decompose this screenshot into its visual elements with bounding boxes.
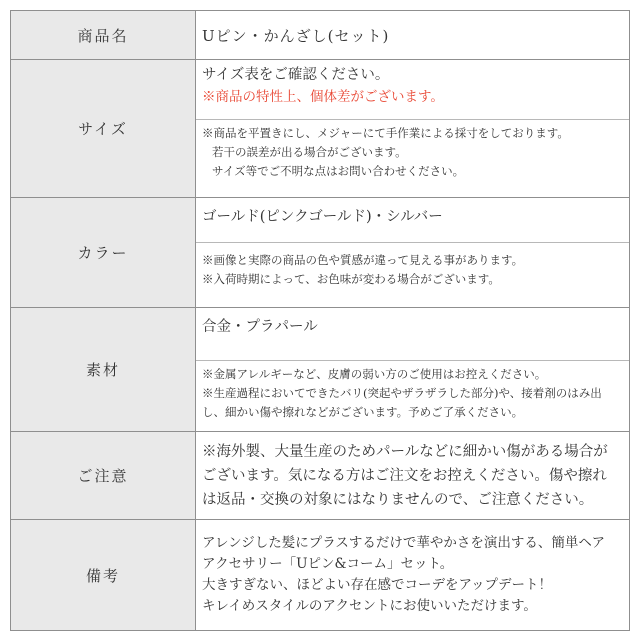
material-note-1: ※金属アレルギーなど、皮膚の弱い方のご使用はお控えください。	[202, 367, 547, 381]
caution-line-2: ございます。気になる方はご注文をお控えください。傷や擦れ	[202, 467, 607, 484]
material-note-3: し、細かい傷や擦れなどがございます。予めご了承ください。	[202, 405, 524, 419]
material-main: 合金・プラパール	[202, 319, 318, 335]
color-note-1: ※画像と実際の商品の色や質感が違って見える事があります。	[202, 253, 524, 267]
size-note-1: ※商品を平置きにし、メジャーにて手作業による採寸をしております。	[202, 126, 569, 140]
row-material	[11, 308, 630, 432]
color-note-2: ※入荷時期によって、お色味が変わる場合がございます。	[202, 272, 500, 286]
caution-text	[196, 434, 629, 518]
color-label: カラー	[11, 198, 196, 308]
row-caution	[11, 432, 630, 520]
material-notes	[196, 360, 629, 426]
material-note-2: ※生産過程においてできたバリ(突起やザラザラした部分)や、接着剤のはみ出	[202, 386, 602, 400]
row-color	[11, 198, 630, 308]
remarks-line-3: 大きすぎない、ほどよい存在感でコーデをアップデート！	[202, 577, 553, 593]
size-note-2: 若干の誤差が出る場合がございます。	[212, 145, 407, 159]
product-name-value: Uピン・かんざし(セット)	[196, 11, 630, 60]
color-content	[196, 198, 630, 308]
product-spec-table	[10, 10, 630, 631]
caution-line-1: ※海外製、大量生産のためパールなどに細かい傷がある場合が	[202, 443, 608, 460]
product-name-label: 商品名	[11, 11, 196, 60]
material-content	[196, 308, 630, 432]
color-notes	[196, 242, 629, 293]
size-notes	[196, 119, 629, 185]
remarks-label: 備考	[11, 520, 196, 631]
size-main	[196, 60, 629, 119]
caution-content	[196, 432, 630, 520]
remarks-line-2: アクセサリー「Uピン&コーム」セット。	[202, 556, 454, 572]
row-size	[11, 60, 630, 198]
row-remarks	[11, 520, 630, 631]
caution-label: ご注意	[11, 432, 196, 520]
size-label: サイズ	[11, 60, 196, 198]
size-main-text: サイズ表をご確認ください。	[202, 67, 390, 83]
size-note-3: サイズ等でご不明な点はお問い合わせください。	[212, 164, 465, 178]
remarks-content	[196, 520, 630, 631]
row-product-name	[11, 11, 630, 60]
color-main: ゴールド(ピンクゴールド)・シルバー	[202, 209, 443, 225]
size-content	[196, 60, 630, 198]
size-warning: ※商品の特性上、個体差がございます。	[202, 89, 444, 105]
caution-line-3: は返品・交換の対象にはなりませんので、ご注意ください。	[202, 491, 594, 508]
remarks-line-4: キレイめスタイルのアクセントにお使いいただけます。	[202, 598, 537, 614]
remarks-line-1: アレンジした髪にプラスするだけで華やかさを演出する、簡単ヘア	[202, 535, 605, 551]
remarks-text	[196, 529, 629, 621]
material-label: 素材	[11, 308, 196, 432]
